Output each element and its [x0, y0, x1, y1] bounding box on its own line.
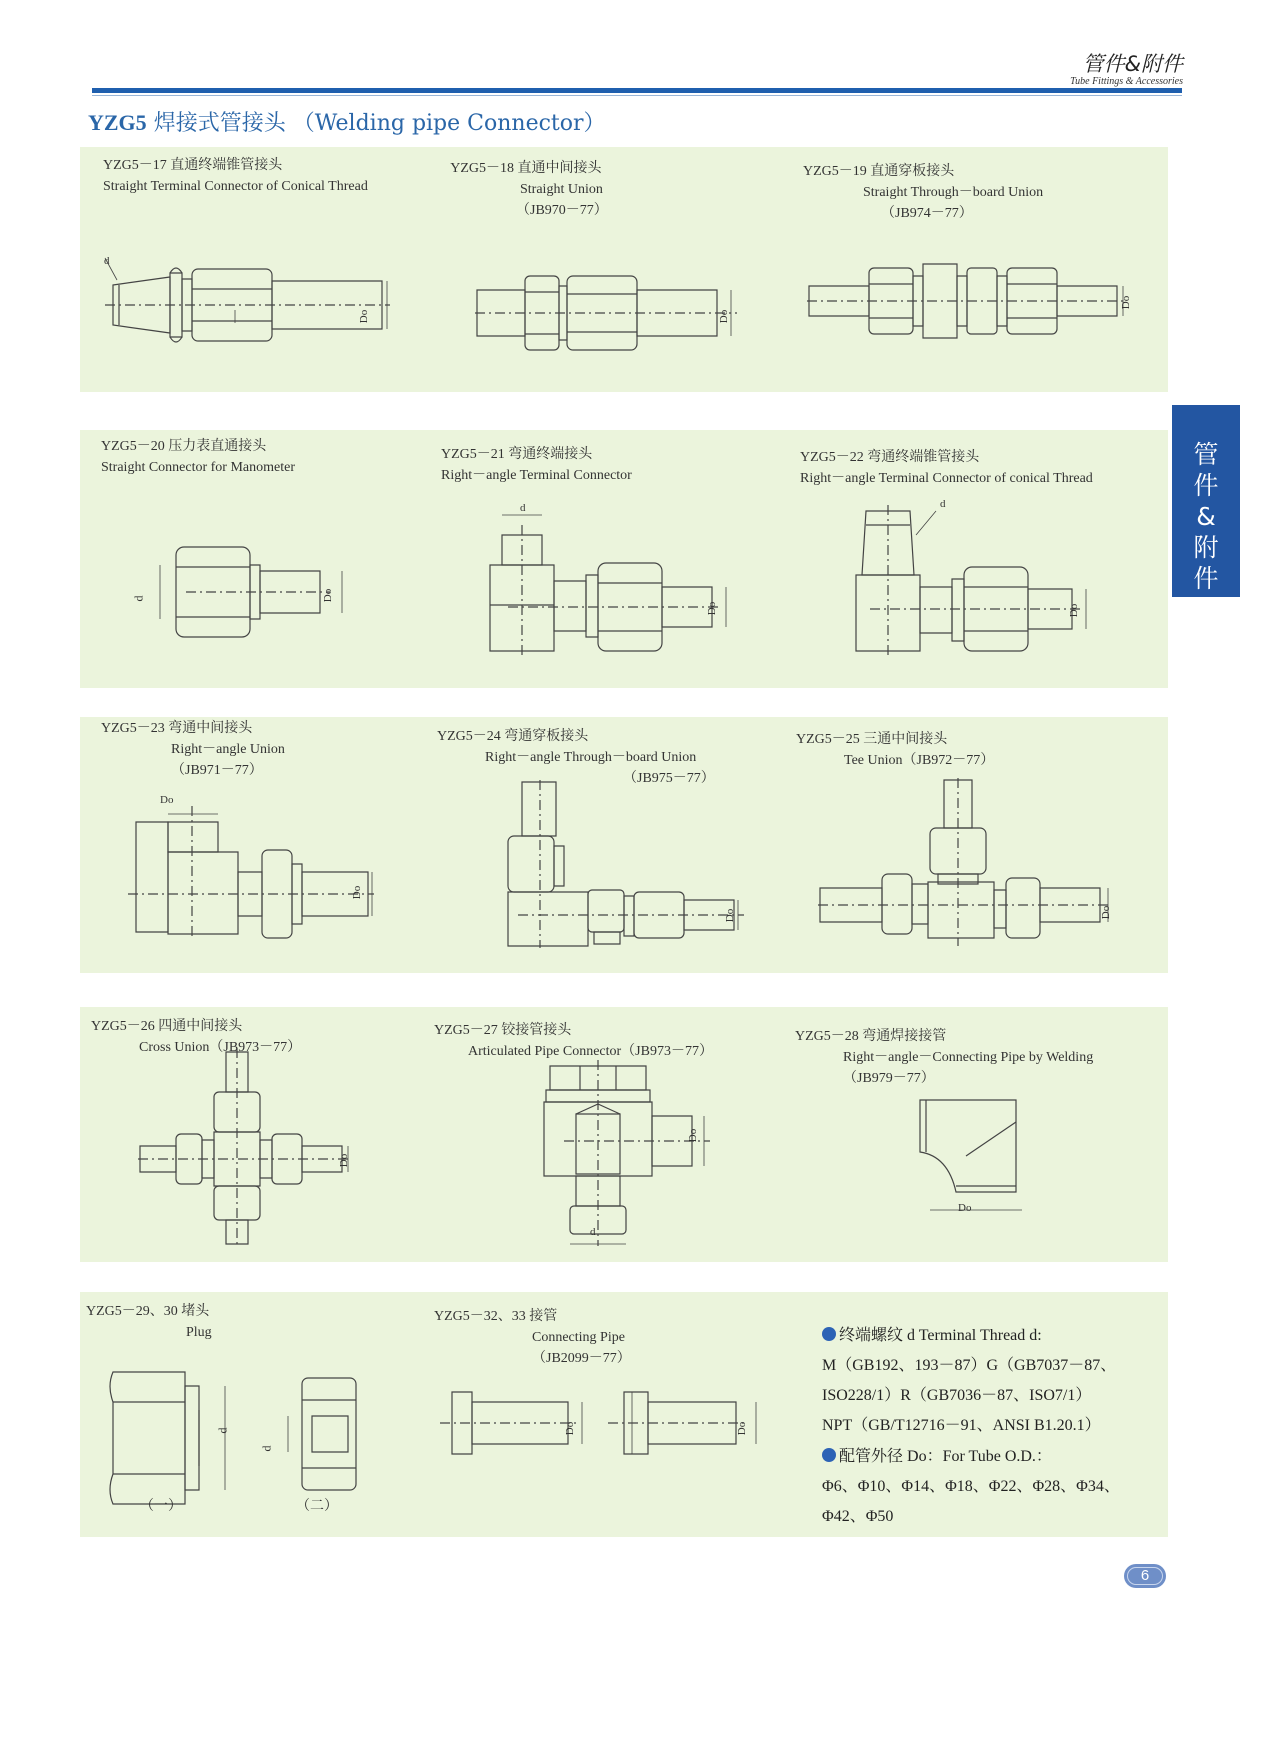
- dim-label-d: d: [131, 595, 146, 602]
- section-title-cn: 焊接式管接头: [153, 111, 286, 136]
- item-caption: YZG5－19 直通穿板接头 Straight Through－board Union （JB974－77）: [803, 163, 1044, 221]
- spec-line: M（GB192、193－87）G（GB7037－87、: [822, 1357, 1117, 1374]
- header-title-en: Tube Fittings & Accessories: [1070, 76, 1183, 87]
- side-tab-char: 件: [1193, 564, 1219, 593]
- drawing-yzg5-21: [488, 505, 738, 655]
- drawing-yzg5-17: [105, 255, 395, 365]
- page-number: 6: [1124, 1564, 1166, 1588]
- item-caption: YZG5－26 四通中间接头 Cross Union（JB973－77）: [91, 1018, 302, 1055]
- section-title-en: （Welding pipe Connector）: [292, 111, 606, 136]
- drawing-yzg5-23: [128, 800, 378, 940]
- dim-label-d: d: [940, 498, 946, 510]
- header-rule-thin: [92, 95, 1182, 96]
- item-caption: YZG5－22 弯通终端锥管接头 Right－angle Terminal Connector of conical Thread: [800, 449, 1093, 486]
- item-caption: YZG5－21 弯通终端接头 Right－angle Terminal Connector: [441, 446, 632, 483]
- bullet-icon: [822, 1448, 836, 1462]
- dim-label-do: Do: [338, 1153, 351, 1168]
- drawing-yzg5-29: [105, 1370, 235, 1510]
- dim-label-do: Do: [724, 908, 737, 923]
- side-tab-char: 附: [1193, 533, 1219, 562]
- item-caption: YZG5－29、30 堵头 Plug: [86, 1303, 212, 1340]
- spec-line: ISO228/1）R（GB7036－87、ISO7/1）: [822, 1387, 1092, 1404]
- dim-label-do: Do: [358, 309, 371, 324]
- drawing-yzg5-24: [498, 780, 748, 950]
- dim-label-do: Do: [322, 588, 335, 603]
- dim-label-do: Do: [1068, 603, 1081, 618]
- section-title: [88, 106, 606, 137]
- spec-od: 配管外径 Do：For Tube O.D.：: [822, 1441, 1120, 1472]
- dim-label-do: Do: [1120, 295, 1133, 310]
- dim-label-do: Do: [1100, 905, 1113, 920]
- item-caption: YZG5－32、33 接管 Connecting Pipe （JB2099－77）: [434, 1308, 631, 1366]
- side-tab-fittings[interactable]: [1172, 405, 1240, 597]
- dim-label-do: Do: [564, 1421, 577, 1436]
- item-caption: YZG5－23 弯通中间接头 Right－angle Union （JB971－77）: [101, 720, 285, 778]
- dim-label-d: d: [259, 1445, 274, 1452]
- dim-label-do: Do: [958, 1202, 972, 1214]
- side-tab-char: 件: [1193, 471, 1219, 500]
- header-title-cn: 管件&附件: [1082, 52, 1183, 76]
- specs-block: [822, 1320, 1120, 1532]
- plug-variant-2: （二）: [296, 1499, 338, 1514]
- spec-line: Φ6、Φ10、Φ14、Φ18、Φ22、Φ28、Φ34、: [822, 1478, 1120, 1495]
- dim-label-do: Do: [351, 885, 364, 900]
- section-code: YZG5: [88, 110, 147, 135]
- dim-label-do: Do: [687, 1128, 700, 1143]
- spec-line: NPT（GB/T12716－91、ANSI B1.20.1）: [822, 1417, 1101, 1434]
- side-tab-char: &: [1196, 502, 1216, 531]
- item-caption: YZG5－24 弯通穿板接头 Right－angle Through－board Union （JB975－77）: [437, 728, 715, 786]
- drawing-yzg5-30: [282, 1376, 372, 1496]
- drawing-yzg5-19: [807, 262, 1137, 342]
- drawing-yzg5-18: [475, 268, 745, 368]
- dim-label-d: d: [590, 1226, 596, 1238]
- bullet-icon: [822, 1327, 836, 1341]
- dim-label-d: d: [520, 502, 526, 514]
- dim-label-d: d: [215, 1427, 230, 1434]
- drawing-yzg5-26: [138, 1048, 358, 1248]
- dim-label-do: Do: [736, 1421, 749, 1436]
- drawing-yzg5-27: [540, 1060, 730, 1250]
- dim-label-do: Do: [706, 601, 719, 616]
- spec-line: Φ42、Φ50: [822, 1508, 894, 1525]
- dim-label-do: Do: [160, 794, 174, 806]
- dim-label-d: d: [104, 255, 110, 267]
- item-caption: YZG5－27 铰接管接头 Articulated Pipe Connector（JB973－77）: [434, 1022, 713, 1059]
- item-caption: YZG5－20 压力表直通接头 Straight Connector for Manometer: [101, 438, 296, 475]
- item-caption: YZG5－17 直通终端锥管接头 Straight Terminal Connector of Conical Thread: [103, 157, 368, 194]
- drawing-yzg5-25: [818, 778, 1118, 948]
- plug-variant-1: （一）: [140, 1499, 182, 1514]
- spec-thread: 终端螺纹 d Terminal Thread d:: [822, 1320, 1120, 1351]
- header-rule: [92, 88, 1182, 93]
- drawing-yzg5-22: [846, 505, 1096, 655]
- dim-label-do: Do: [718, 309, 731, 324]
- item-caption: YZG5－25 三通中间接头 Tee Union（JB972－77）: [796, 731, 995, 768]
- side-tab-char: 管: [1193, 440, 1219, 469]
- item-caption: YZG5－28 弯通焊接接管 Right－angle－Connecting Pipe by Welding （JB979－77）: [795, 1028, 1094, 1086]
- item-caption: YZG5－18 直通中间接头 Straight Union （JB970－77）: [450, 160, 608, 218]
